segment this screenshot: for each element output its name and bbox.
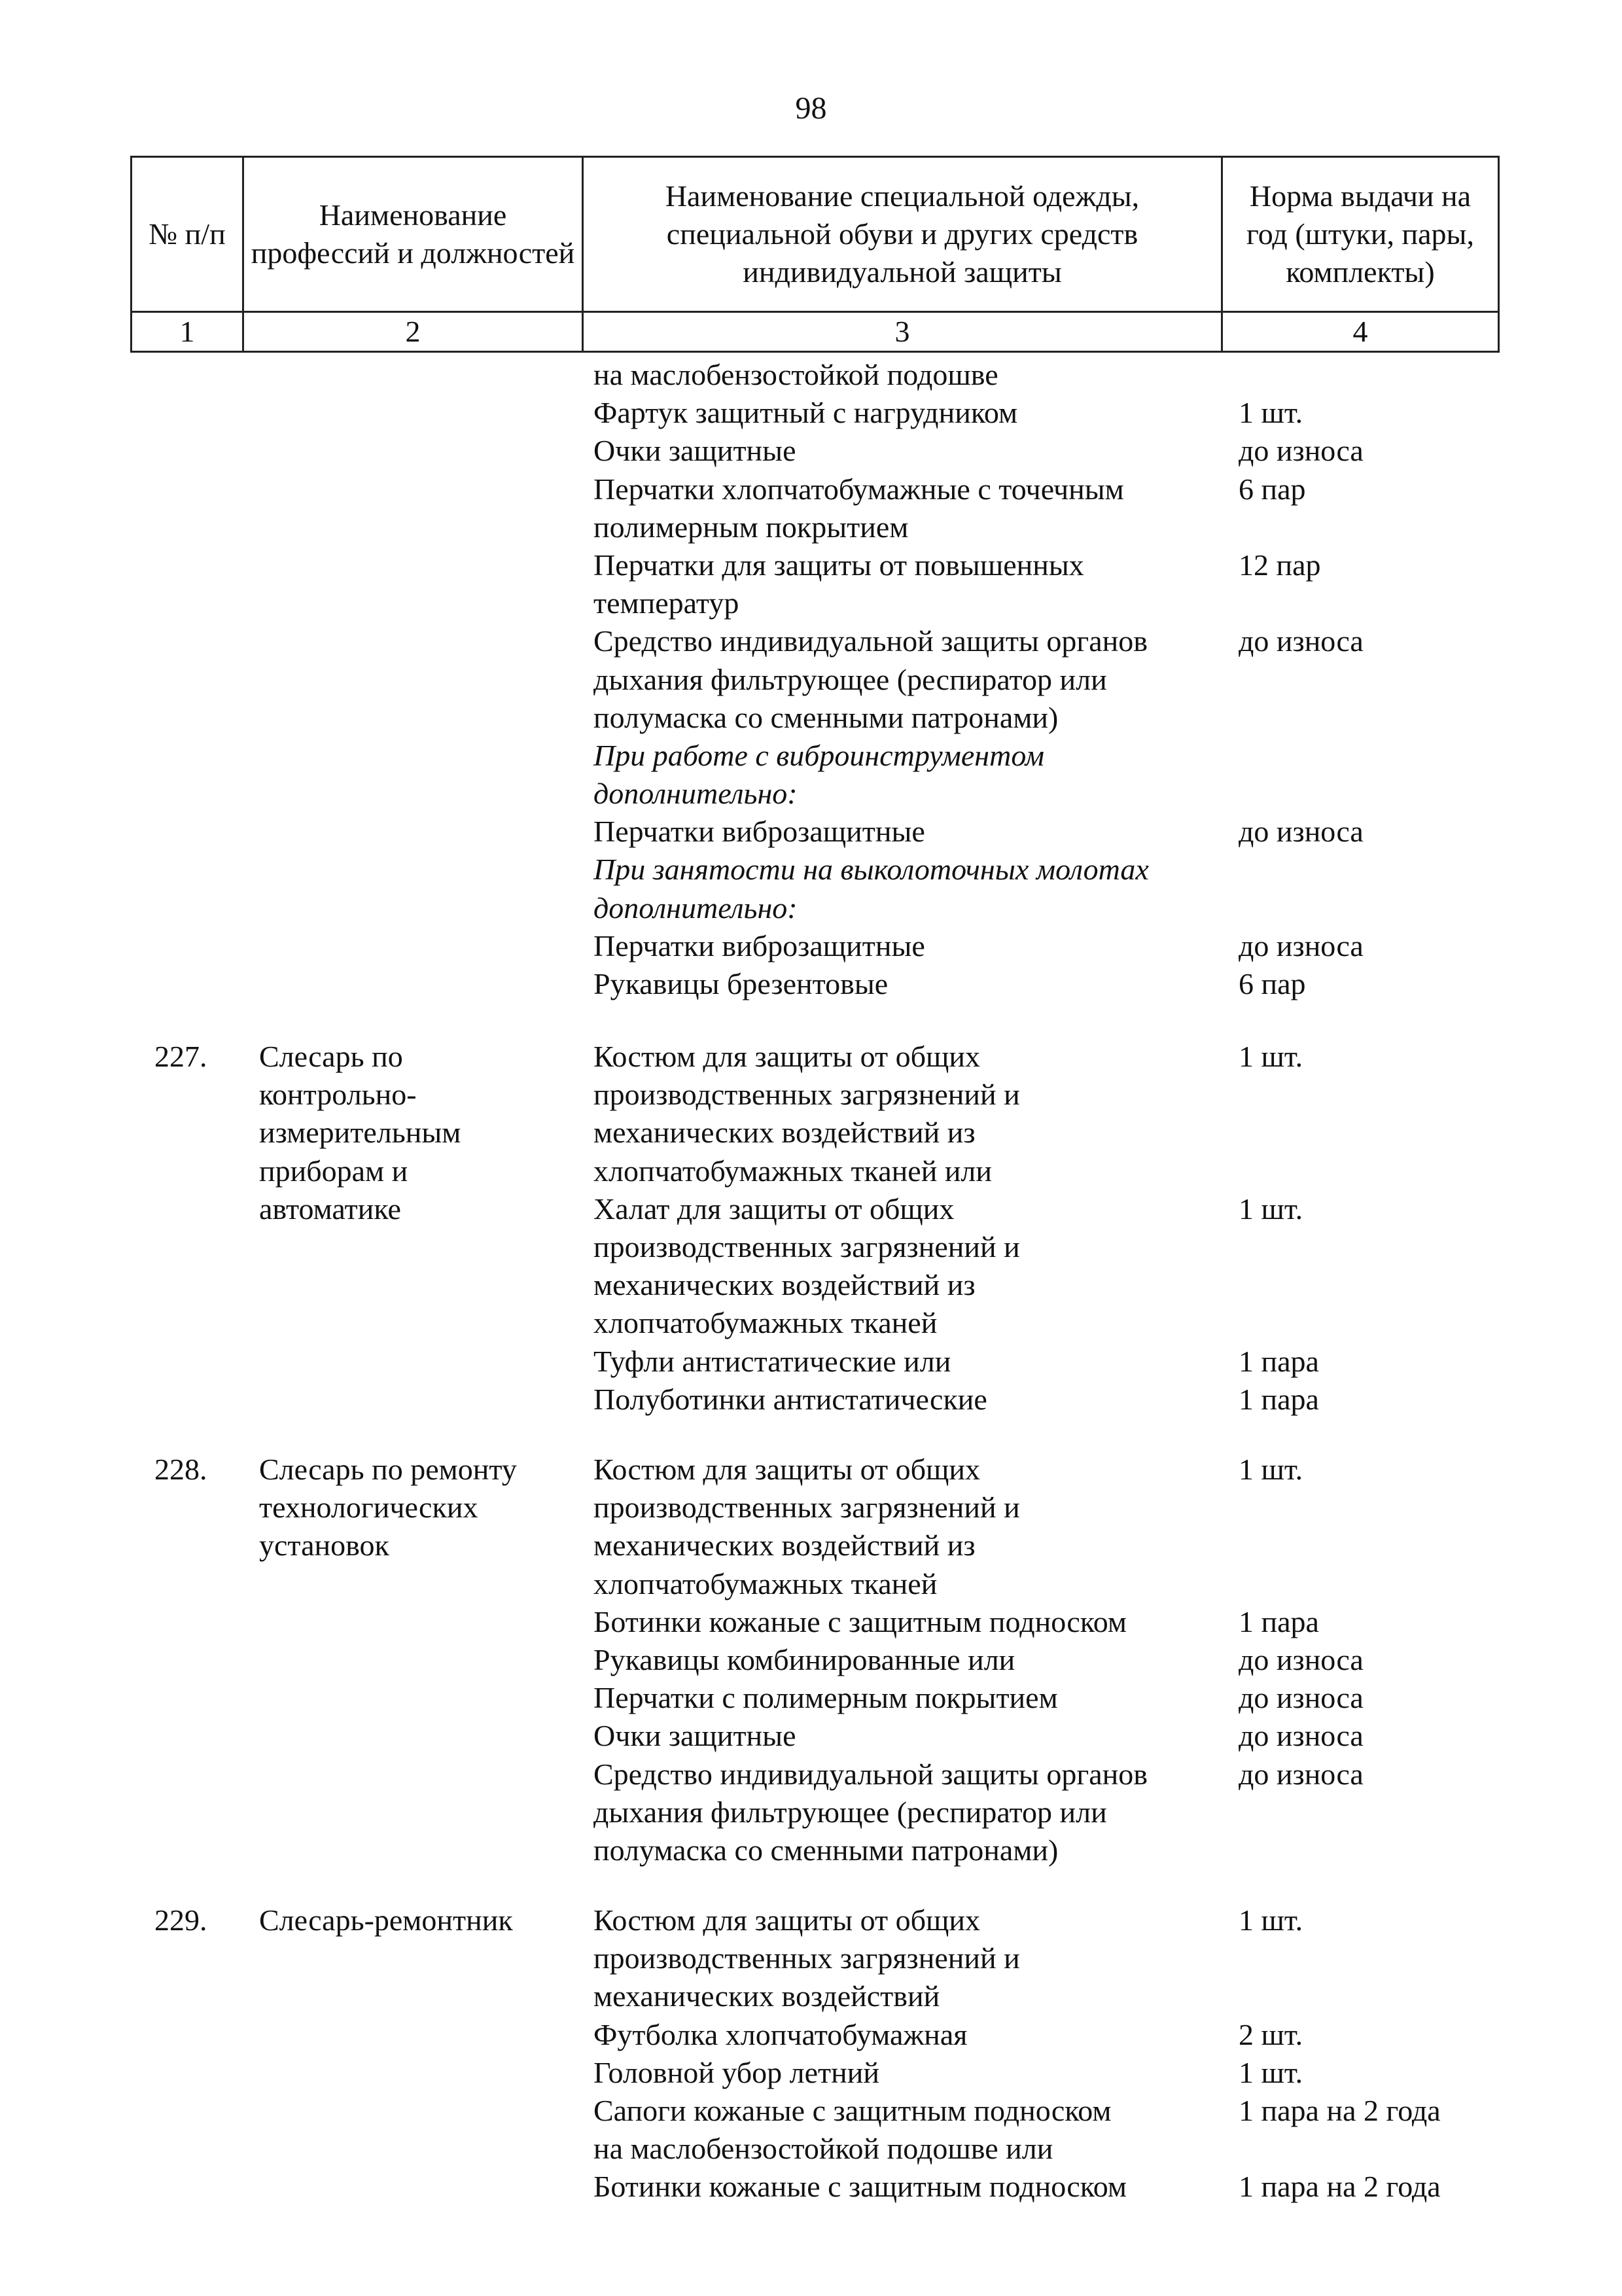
quantity-line [1239, 1939, 1553, 1977]
quantity-line: 1 шт. [1239, 2055, 1303, 2089]
item-line: Головной убор летний [593, 2055, 879, 2089]
item-line: дополнительно: [593, 891, 798, 925]
quantity-line: 1 пара на 2 года [1239, 2170, 1441, 2204]
item-line: Костюм для защиты от общих [593, 1453, 981, 1486]
item-line: Перчатки хлопчатобумажные с точечным [593, 472, 1124, 506]
quantity-line: 1 пара [1239, 1604, 1319, 1638]
item-line: Перчатки для защиты от повышенных [593, 548, 1084, 582]
items-column [593, 1451, 1222, 1869]
item-line: дыхания фильтрующее (респиратор или [593, 1795, 1107, 1829]
quantity-line: до износа [1239, 1757, 1364, 1791]
quantity-line [1239, 584, 1553, 622]
item-line: Костюм для защиты от общих [593, 1040, 981, 1073]
quantity-line [1239, 1076, 1553, 1114]
item-line: дополнительно: [593, 777, 798, 811]
item-line: механических воздействий из [593, 1268, 976, 1302]
profession-line: приборам и [259, 1154, 408, 1188]
entry-number: 227. [154, 1040, 207, 1073]
header-num-4: 4 [1222, 312, 1499, 352]
quantity-line [1239, 1527, 1553, 1564]
item-line: производственных загрязнений и [593, 1941, 1020, 1975]
quantity-line [1239, 1304, 1553, 1342]
item-line: При занятости на выколоточных молотах [593, 853, 1149, 887]
item-line: Сапоги кожаные с защитным подноском [593, 2093, 1112, 2127]
quantity-line: 6 пар [1239, 967, 1306, 1000]
profession-line: контрольно- [259, 1078, 417, 1112]
item-line: Полуботинки антистатические [593, 1382, 987, 1416]
quantity-line: 6 пар [1239, 472, 1306, 506]
page-number: 98 [795, 91, 827, 126]
item-line: Очки защитные [593, 434, 796, 468]
quantity-line [1239, 1565, 1553, 1603]
items-column [593, 1038, 1222, 1419]
profession-name [259, 1038, 567, 1228]
entry-number: 229. [154, 1903, 207, 1937]
item-line: полумаска со сменными патронами) [593, 1833, 1059, 1867]
quantity-line [1239, 737, 1553, 775]
quantities-column [1239, 1901, 1553, 2206]
item-line: на маслобензостойкой подошве или [593, 2132, 1053, 2166]
quantity-line: до износа [1239, 1642, 1364, 1676]
item-line: механических воздействий [593, 1979, 940, 2013]
quantity-line: 1 пара [1239, 1344, 1319, 1378]
quantity-line [1239, 1831, 1553, 1869]
quantity-line: 1 шт. [1239, 1040, 1303, 1073]
quantity-line: до износа [1239, 928, 1364, 963]
item-line: производственных загрязнений и [593, 1491, 1020, 1525]
item-line: температур [593, 586, 739, 620]
quantity-line [1239, 1114, 1553, 1152]
header-col-norm: Норма выдачи на год (штуки, пары, комплекты) [1222, 157, 1499, 312]
item-line: Ботинки кожаные с защитным подноском [593, 1604, 1127, 1638]
quantity-line [1239, 1977, 1553, 2015]
item-line: дыхания фильтрующее (респиратор или [593, 662, 1107, 696]
quantity-line: до износа [1239, 434, 1364, 468]
quantity-line: 1 шт. [1239, 1903, 1303, 1937]
quantities-column [1239, 356, 1553, 1003]
profession-name [259, 1451, 567, 1565]
header-num-1: 1 [132, 312, 243, 352]
profession-line: установок [259, 1528, 389, 1563]
item-line: хлопчатобумажных тканей или [593, 1154, 993, 1188]
item-line: механических воздействий из [593, 1116, 976, 1150]
item-line: хлопчатобумажных тканей [593, 1306, 938, 1340]
profession-line: технологических [259, 1491, 478, 1525]
quantity-line: 12 пар [1239, 548, 1321, 582]
header-num-3: 3 [583, 312, 1222, 352]
item-line: полумаска со сменными патронами) [593, 700, 1059, 734]
quantity-line: 1 пара на 2 года [1239, 2093, 1441, 2127]
quantity-line: до износа [1239, 1719, 1364, 1753]
item-line: При работе с виброинструментом [593, 738, 1044, 772]
item-line: полимерным покрытием [593, 510, 909, 544]
item-line: на маслобензостойкой подошве [593, 358, 998, 391]
entry-number: 228. [154, 1453, 207, 1486]
item-line: Перчатки вибрoзащитные [593, 815, 925, 849]
profession-line: Слесарь-ремонтник [259, 1903, 513, 1937]
quantity-line [1239, 889, 1553, 927]
quantities-column [1239, 1038, 1553, 1419]
item-line: производственных загрязнений и [593, 1078, 1020, 1112]
quantity-line [1239, 699, 1553, 737]
item-line: Туфли антистатические или [593, 1344, 951, 1378]
quantity-line [1239, 1228, 1553, 1266]
profession-line: Слесарь по [259, 1040, 403, 1073]
item-line: Халат для защиты от общих [593, 1192, 955, 1226]
profession-name [259, 1901, 567, 1939]
items-column [593, 1901, 1222, 2206]
profession-line: автоматике [259, 1192, 401, 1226]
header-num-2: 2 [243, 312, 583, 352]
table-header [130, 156, 1500, 353]
item-line: Фартук защитный с нагрудником [593, 396, 1018, 430]
item-line: производственных загрязнений и [593, 1229, 1020, 1263]
quantity-line [1239, 1793, 1553, 1831]
quantity-line: до износа [1239, 815, 1364, 849]
quantities-column [1239, 1451, 1553, 1869]
quantity-line [1239, 851, 1553, 889]
items-column [593, 356, 1222, 1003]
item-line: Перчатки с полимерным покрытием [593, 1681, 1058, 1715]
quantity-line [1239, 775, 1553, 813]
header-col-items: Наименование специальной одежды, специальной обуви и других средств индивидуальной защиты [583, 157, 1222, 312]
quantity-line [1239, 1266, 1553, 1304]
quantity-line: до износа [1239, 1681, 1364, 1715]
item-line: механических воздействий из [593, 1528, 976, 1563]
quantity-line: до износа [1239, 624, 1364, 658]
quantity-line [1239, 356, 1553, 394]
quantity-line [1239, 508, 1553, 546]
item-line: Рукавицы брезентовые [593, 967, 889, 1000]
item-line: Ботинки кожаные с защитным подноском [593, 2170, 1127, 2204]
quantity-line: 2 шт. [1239, 2017, 1303, 2051]
item-line: Футболка хлопчатобумажная [593, 2017, 968, 2051]
item-line: Средство индивидуальной защиты органов [593, 624, 1148, 658]
quantity-line: 1 пара [1239, 1382, 1319, 1416]
item-line: Перчатки вибрoзащитные [593, 928, 925, 963]
profession-line: Слесарь по ремонту [259, 1453, 517, 1486]
item-line: Рукавицы комбинированные или [593, 1642, 1015, 1676]
header-col-number: № п/п [132, 157, 243, 312]
quantity-line [1239, 1489, 1553, 1527]
quantity-line: 1 шт. [1239, 396, 1303, 430]
item-line: хлопчатобумажных тканей [593, 1566, 938, 1600]
item-line: Костюм для защиты от общих [593, 1903, 981, 1937]
header-col-profession: Наименование профессий и должностей [243, 157, 583, 312]
quantity-line [1239, 1152, 1553, 1190]
profession-line: измерительным [259, 1116, 461, 1150]
quantity-line: 1 шт. [1239, 1192, 1303, 1226]
item-line: Средство индивидуальной защиты органов [593, 1757, 1148, 1791]
quantity-line [1239, 661, 1553, 699]
item-line: Очки защитные [593, 1719, 796, 1753]
quantity-line [1239, 2130, 1553, 2168]
quantity-line: 1 шт. [1239, 1453, 1303, 1486]
